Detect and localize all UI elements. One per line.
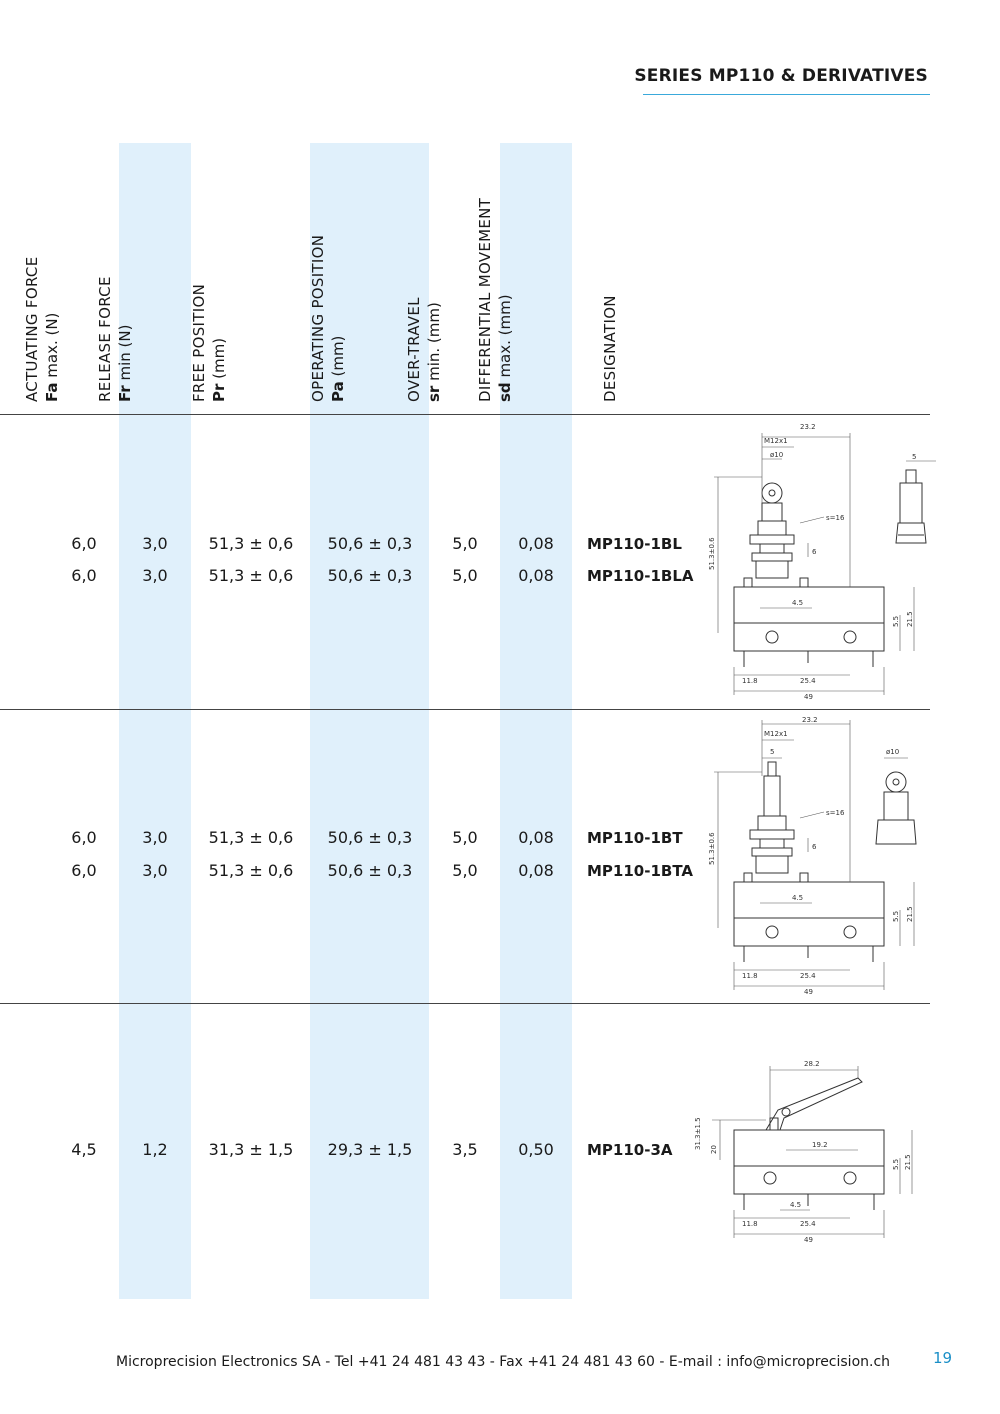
svg-text:ø10: ø10 xyxy=(886,748,900,756)
svg-text:21.5: 21.5 xyxy=(906,611,914,627)
page-number: 19 xyxy=(933,1349,953,1367)
technical-drawing-mp110-3a xyxy=(690,1050,940,1250)
fr-value: 3,0 xyxy=(142,566,168,585)
svg-text:28.2: 28.2 xyxy=(804,1060,820,1068)
svg-text:23.2: 23.2 xyxy=(800,423,816,431)
sd-value: 0,08 xyxy=(518,828,554,847)
svg-text:6: 6 xyxy=(812,548,817,556)
svg-text:49: 49 xyxy=(804,1236,813,1244)
svg-text:11.8: 11.8 xyxy=(742,677,758,685)
svg-text:5: 5 xyxy=(912,453,917,461)
title-underline xyxy=(643,94,930,95)
footer-contact: Microprecision Electronics SA - Tel +41 24 481 43 43 - Fax +41 24 481 43 60 - E-mail : info@microprecision.ch xyxy=(116,1354,891,1370)
designation: MP110-1BT xyxy=(587,829,683,847)
svg-text:5.5: 5.5 xyxy=(892,615,900,627)
sr-value: 5,0 xyxy=(452,828,478,847)
fa-value: 4,5 xyxy=(71,1140,97,1159)
pr-value: 51,3 ± 0,6 xyxy=(208,828,294,847)
svg-text:s=16: s=16 xyxy=(826,809,845,817)
svg-text:4.5: 4.5 xyxy=(792,599,804,607)
svg-text:49: 49 xyxy=(804,988,813,996)
pa-value: 50,6 ± 0,3 xyxy=(327,566,413,585)
mounting-hole xyxy=(844,926,856,938)
svg-text:31.3±1.5: 31.3±1.5 xyxy=(694,1117,702,1150)
sr-value: 3,5 xyxy=(452,1140,478,1159)
svg-text:51.3±0.6: 51.3±0.6 xyxy=(708,537,716,570)
switch-body xyxy=(734,1130,884,1194)
mounting-hole xyxy=(844,1172,856,1184)
fr-value: 1,2 xyxy=(142,1140,168,1159)
svg-text:5.5: 5.5 xyxy=(892,910,900,922)
svg-text:5: 5 xyxy=(770,748,775,756)
svg-text:11.8: 11.8 xyxy=(742,972,758,980)
lever xyxy=(766,1078,862,1130)
switch-body xyxy=(734,587,884,651)
sd-value: 0,08 xyxy=(518,566,554,585)
designation: MP110-3A xyxy=(587,1141,673,1159)
svg-text:6: 6 xyxy=(812,843,817,851)
mounting-hole xyxy=(844,631,856,643)
svg-text:4.5: 4.5 xyxy=(792,894,804,902)
sd-value: 0,08 xyxy=(518,861,554,880)
sr-value: 5,0 xyxy=(452,566,478,585)
sr-value: 5,0 xyxy=(452,534,478,553)
svg-text:20: 20 xyxy=(710,1145,718,1154)
fr-value: 3,0 xyxy=(142,861,168,880)
svg-text:s=16: s=16 xyxy=(826,514,845,522)
svg-text:5.5: 5.5 xyxy=(892,1158,900,1170)
table-rule xyxy=(0,1003,930,1004)
pr-value: 51,3 ± 0,6 xyxy=(208,566,294,585)
sd-value: 0,50 xyxy=(518,1140,554,1159)
fa-value: 6,0 xyxy=(71,534,97,553)
roller xyxy=(762,483,782,503)
pa-value: 50,6 ± 0,3 xyxy=(327,534,413,553)
svg-text:21.5: 21.5 xyxy=(904,1154,912,1170)
svg-text:25.4: 25.4 xyxy=(800,1220,816,1228)
plunger xyxy=(764,776,780,816)
pr-value: 31,3 ± 1,5 xyxy=(208,1140,294,1159)
designation: MP110-1BLA xyxy=(587,567,694,585)
mounting-hole xyxy=(766,631,778,643)
mounting-hole xyxy=(764,1172,776,1184)
fa-value: 6,0 xyxy=(71,566,97,585)
hex-nut xyxy=(750,535,794,544)
series-title: SERIES MP110 & DERIVATIVES xyxy=(634,66,928,86)
pr-value: 51,3 ± 0,6 xyxy=(208,861,294,880)
fr-value: 3,0 xyxy=(142,534,168,553)
svg-text:M12x1: M12x1 xyxy=(764,437,788,445)
svg-text:11.8: 11.8 xyxy=(742,1220,758,1228)
designation: MP110-1BTA xyxy=(587,862,694,880)
svg-text:51.3±0.6: 51.3±0.6 xyxy=(708,832,716,865)
sd-value: 0,08 xyxy=(518,534,554,553)
svg-text:ø10: ø10 xyxy=(770,451,784,459)
svg-text:23.2: 23.2 xyxy=(802,716,818,724)
pa-value: 29,3 ± 1,5 xyxy=(327,1140,413,1159)
pr-value: 51,3 ± 0,6 xyxy=(208,534,294,553)
fa-value: 6,0 xyxy=(71,861,97,880)
sr-value: 5,0 xyxy=(452,861,478,880)
svg-text:25.4: 25.4 xyxy=(800,677,816,685)
technical-drawing-mp110-1bl xyxy=(700,415,950,705)
svg-text:49: 49 xyxy=(804,693,813,701)
hex-nut xyxy=(750,830,794,839)
svg-text:19.2: 19.2 xyxy=(812,1141,828,1149)
svg-text:4.5: 4.5 xyxy=(790,1201,802,1209)
roller xyxy=(886,772,906,792)
fr-value: 3,0 xyxy=(142,828,168,847)
technical-drawing-mp110-1bt xyxy=(700,710,950,1000)
pa-value: 50,6 ± 0,3 xyxy=(327,861,413,880)
svg-text:21.5: 21.5 xyxy=(906,906,914,922)
fa-value: 6,0 xyxy=(71,828,97,847)
switch-body xyxy=(734,882,884,946)
svg-text:M12x1: M12x1 xyxy=(764,730,788,738)
designation: MP110-1BL xyxy=(587,535,682,553)
pa-value: 50,6 ± 0,3 xyxy=(327,828,413,847)
mounting-hole xyxy=(766,926,778,938)
svg-text:25.4: 25.4 xyxy=(800,972,816,980)
